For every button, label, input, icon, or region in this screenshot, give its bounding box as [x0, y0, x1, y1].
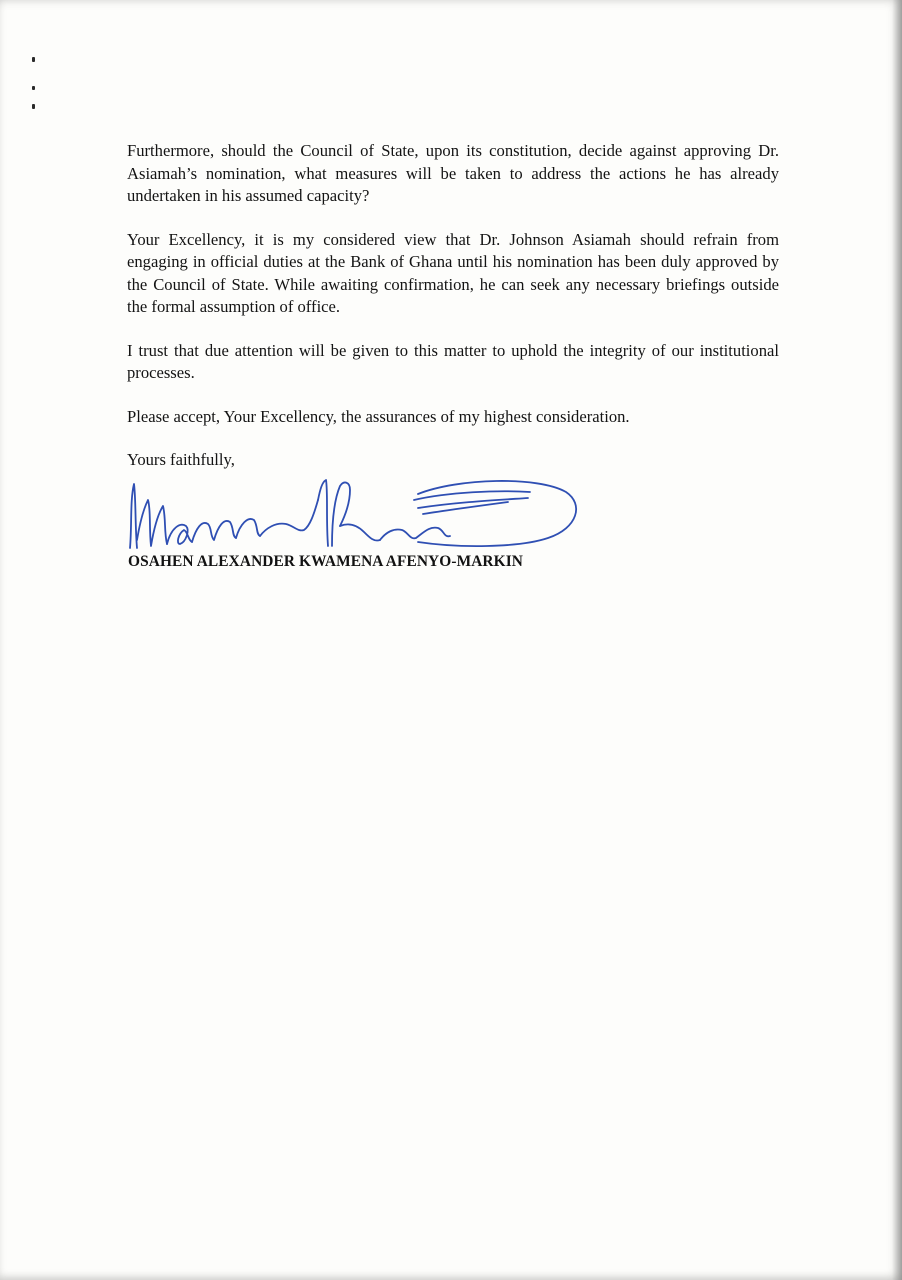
paragraph-due-attention: I trust that due attention will be given to this matter to uphold the integrity of our institutional processes.	[127, 340, 779, 382]
punch-mark	[32, 57, 35, 62]
page-edge-shadow	[892, 0, 902, 1280]
punch-mark	[32, 104, 35, 109]
letter-body	[127, 140, 779, 472]
paragraph-considered-view: Your Excellency, it is my considered view that Dr. Johnson Asiamah should refrain from engaging in official duties at the Bank of Ghana until his nomination has been duly approved by the Council of State. While awaiting confirmation, he can seek any necessary briefings outside the formal assumption of office.	[127, 229, 779, 316]
paragraph-assurances: Please accept, Your Excellency, the assurances of my highest consideration.	[127, 406, 630, 426]
signatory-name: OSAHEN ALEXANDER KWAMENA AFENYO-MARKIN	[128, 553, 524, 570]
closing-salutation: Yours faithfully,	[127, 450, 235, 469]
punch-mark	[32, 86, 35, 90]
paragraph-council-approval: Furthermore, should the Council of State, upon its constitution, decide against approving Dr. Asiamah’s nomination, what measures will be taken to address the actions he has already undertaken in his assumed capacity?	[127, 141, 779, 205]
